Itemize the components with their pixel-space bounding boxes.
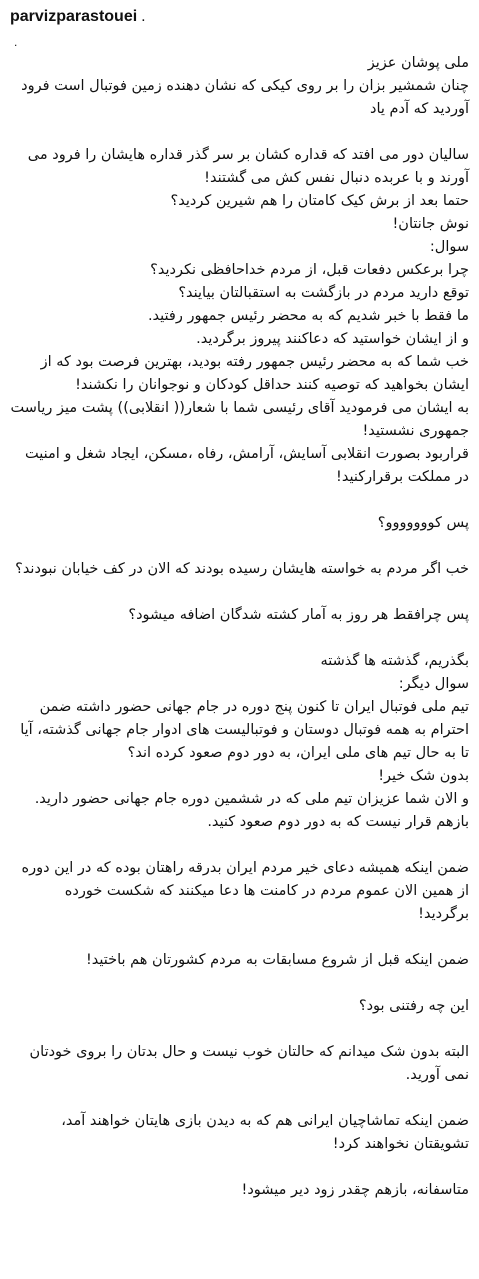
caption-line: این چه رفتنی بود؟	[358, 998, 469, 1014]
caption-line: ضمن اینکه تماشاچیان ایرانی هم که به دیدن بازی هایتان خواهند آمد، تشویقتان نخواهند کرد!	[61, 1113, 469, 1152]
caption-line: سالیان دور می افتد که قداره کشان بر سر گذر قداره هایشان را فرود می آورند و با عربده دنبال نفس کش می گشتند!	[27, 147, 469, 186]
blank-line	[10, 535, 469, 558]
caption-line: ملی پوشان عزیز	[367, 55, 469, 71]
caption-line: چرا برعکس دفعات قبل، از مردم خداحافظی نکردید؟	[150, 262, 469, 278]
caption-line: و از ایشان خواستید که دعاکنند پیروز برگردید.	[196, 331, 469, 347]
blank-line	[10, 834, 469, 857]
caption-line: نوش جانتان!	[392, 216, 469, 232]
separator-dot: .	[14, 35, 18, 49]
username-suffix: .	[141, 8, 146, 25]
blank-line	[10, 1087, 469, 1110]
caption-line: متاسفانه، بازهم چقدر زود دیر میشود!	[241, 1182, 469, 1198]
blank-line	[10, 1156, 469, 1179]
caption-line: تیم ملی فوتبال ایران تا کنون پنج دوره در جام جهانی حضور داشته ضمن احترام به همه فوتبال دوستان و فوتبالیست های ادوار جام جهانی گذشته، آیا تا به حال تیم های ملی ایران، به دور دوم صعود کرده اند؟	[20, 699, 469, 761]
username[interactable]: parvizparastouei	[10, 8, 138, 25]
caption-line: ضمن اینکه قبل از شروع مسابقات به مردم کشورتان هم باختید!	[85, 952, 469, 968]
blank-line	[10, 581, 469, 604]
caption-line: بازهم قرار نیست که به دور دوم صعود کنید.	[207, 814, 469, 830]
caption-line: بدون شک خیر!	[378, 768, 469, 784]
caption-line: به ایشان می فرمودید آقای رئیسی شما با شعار(( انقلابی)) پشت میز ریاست جمهوری نشستید!	[10, 400, 469, 439]
post-header	[10, 6, 146, 28]
caption-line: حتما بعد از برش کیک کامتان را هم شیرین کردید؟	[170, 193, 469, 209]
caption-line: سوال:	[429, 239, 469, 255]
caption-line: سوال دیگر:	[398, 676, 469, 692]
blank-line	[10, 972, 469, 995]
caption-line: ضمن اینکه همیشه دعای خیر مردم ایران بدرقه راهتان بوده که در این دوره از همین الان عموم مردم در کامنت ها دعا میکنند که شکست خورده برگردید!	[21, 860, 469, 922]
blank-line	[10, 121, 469, 144]
blank-line	[10, 1018, 469, 1041]
caption-line: قراربود بصورت انقلابی آسایش، آرامش، رفاه ،مسکن، ایجاد شغل و امنیت در مملکت برقرارکنید!	[24, 446, 469, 485]
post-caption	[10, 52, 469, 1202]
caption-line: ما فقط با خبر شدیم که به محضر رئیس جمهور رفتید.	[147, 308, 469, 324]
caption-line: توقع دارید مردم در بازگشت به استقبالتان بیایند؟	[178, 285, 469, 301]
caption-line: بگذریم، گذشته ها گذشته	[320, 653, 469, 669]
caption-line: پس کووووووو؟	[377, 515, 469, 531]
caption-line: پس چرافقط هر روز به آمار کشته شدگان اضافه میشود؟	[128, 607, 469, 623]
caption-line: خب اگر مردم به خواسته هایشان رسیده بودند که الان در کف خیابان نبودند؟	[15, 561, 469, 577]
blank-line	[10, 489, 469, 512]
blank-line	[10, 926, 469, 949]
caption-line: و الان شما عزیزان تیم ملی که در ششمین دوره جام جهانی حضور دارید.	[34, 791, 469, 807]
caption-line: خب شما که به محضر رئیس جمهور رفته بودید، بهترین فرصت بود که از ایشان بخواهید که توصیه کنند حداقل کودکان و نوجوانان را نکشند!	[40, 354, 469, 393]
caption-line: البته بدون شک میدانم که حالتان خوب نیست و حال بدتان را بروی خودتان نمی آورید.	[29, 1044, 469, 1083]
blank-line	[10, 627, 469, 650]
caption-line: چنان شمشیر بزان را بر روی کیکی که نشان دهنده زمین فوتبال است فرود آوردید که آدم یاد	[21, 78, 469, 117]
